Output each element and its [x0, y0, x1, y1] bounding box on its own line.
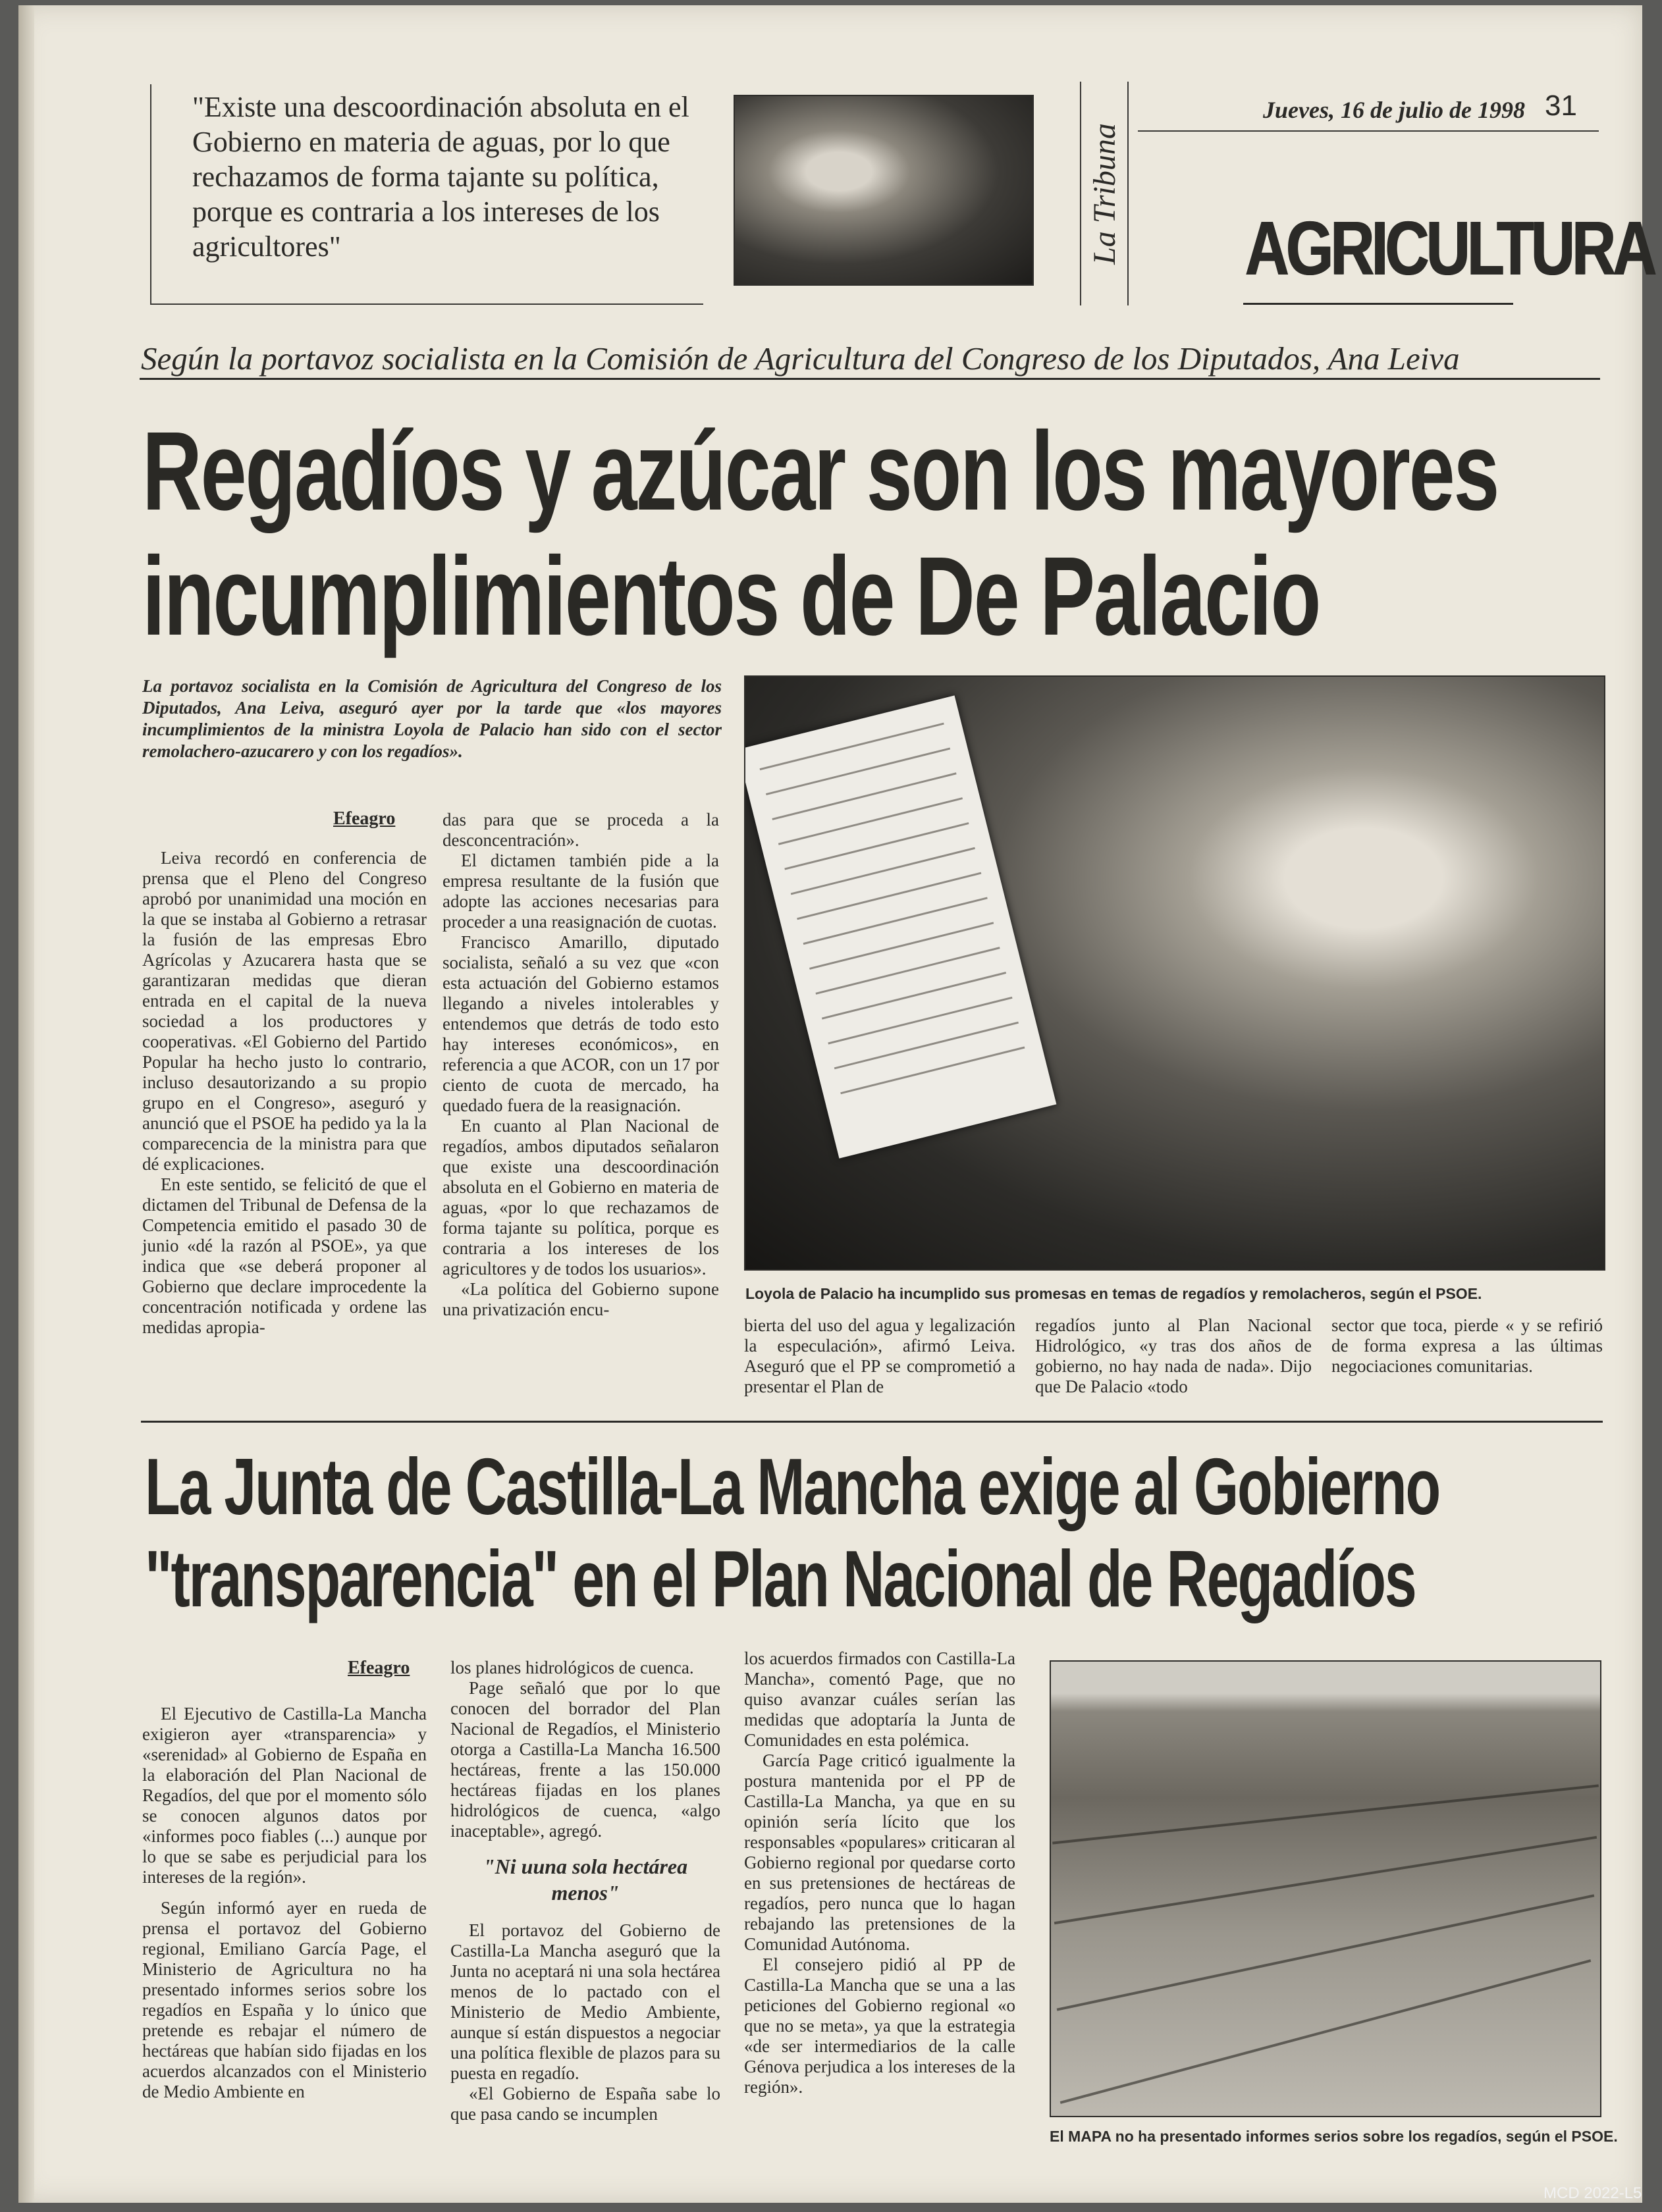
article1-headline-line2: incumplimientos de De Palacio [142, 534, 1320, 659]
article1-byline: Efeagro [333, 808, 396, 829]
article2-headline-line1: La Junta de Castilla-La Mancha exige al Gobierno [145, 1442, 1439, 1531]
paragraph: García Page criticó igualmente la postura mantenida por el PP de Castilla-La Mancha, ya que en su opinión sería lícito que los responsables «populares» criticaran al Gobierno regional por quedarse corto en sus pretensiones de hectáreas de regadíos, pero nunca que lo hagan rebajando las pretensiones de la Comunidad Autónoma. [744, 1751, 1015, 1954]
portrait-photo [734, 95, 1034, 286]
article1-column2 [442, 810, 719, 1320]
paragraph: «El Gobierno de España sabe lo que pasa cando se incumplen [450, 2084, 720, 2124]
paragraph: Francisco Amarillo, diputado socialista, señaló a su vez que «con esta actuación del Gobierno estamos llegando a niveles intolerables y entendemos que detrás de todo esto hay intereses económicos», en referencia a que ACOR, con un 17 por ciento de cuota de mercado, ha quedado fuera de la reasignación. [442, 932, 719, 1115]
article2-column3 [744, 1648, 1015, 2097]
article2-column2 [450, 1658, 720, 2124]
article2-photo-caption: El MAPA no ha presentado informes serios sobre los regadíos, según el PSOE. [1050, 2128, 1618, 2145]
section-title: AGRICULTURA [1245, 205, 1653, 291]
tribuna-text: La Tribuna [1086, 122, 1122, 265]
tribuna-label [1080, 82, 1129, 305]
article1-kicker: Según la portavoz socialista en la Comisión de Agricultura del Congreso de los Diputados, Ana Leiva [141, 340, 1460, 377]
paragraph: En cuanto al Plan Nacional de regadíos, ambos diputados señalaron que existe una descoordinación absoluta en el Gobierno en materia de aguas, «por lo que rechazamos de forma tajante su política, porque es contraria a los intereses de los agricultores y de todos los usuarios». [442, 1116, 719, 1278]
section-divider [141, 1421, 1603, 1423]
paragraph: El dictamen también pide a la empresa resultante de la fusión que adopte las acciones necesarias para proceder a una reasignación de cuotas. [442, 851, 719, 932]
article1-lede: La portavoz socialista en la Comisión de Agricultura del Congreso de los Diputados, Ana Leiva, aseguró ayer por la tarde que «los mayores incumplimientos de la ministra Loyola de Palacio han sido con el sector remolachero-azucarero y con los regadíos». [142, 676, 722, 761]
article1-photo-caption: Loyola de Palacio ha incumplido sus promesas en temas de regadíos y remolacheros, según el PSOE. [745, 1285, 1482, 1302]
page-number: 31 [1545, 90, 1577, 122]
page-binding [18, 5, 34, 2203]
paragraph: El Ejecutivo de Castilla-La Mancha exigieron ayer «transparencia» y «serenidad» al Gobierno de España en la elaboración del Plan Nacional de Regadíos, del que por el momento sólo se conocen algunos datos por «informes poco fiables (...) aunque por lo que se sabe es perjudicial para los intereses de la región». [142, 1704, 427, 1887]
article1-column1 [142, 848, 427, 1338]
paragraph: das para que se proceda a la desconcentración». [442, 810, 719, 850]
kicker-rule [140, 378, 1600, 380]
paragraph: los planes hidrológicos de cuenca. [450, 1658, 694, 1677]
section-rule [1243, 303, 1513, 305]
irrigated-field-photo [1050, 1660, 1601, 2117]
paragraph: Page señaló que por lo que conocen del borrador del Plan Nacional de Regadíos, el Ministerio otorga a Castilla-La Mancha 16.500 hectáreas, frente a las 150.000 hectáreas fijadas en los planes hidrológicos de cuenca, «algo inaceptable», agregó. [450, 1678, 720, 1841]
paragraph: El portavoz del Gobierno de Castilla-La Mancha aseguró que la Junta no aceptará ni una sola hectárea menos de lo pactado con el Ministerio de Medio Ambiente, aunque sí están dispuestos a negociar una política flexible de plazos para su puesta en regadío. [450, 1920, 720, 2083]
paragraph: El consejero pidió al PP de Castilla-La Mancha que se una a las peticiones del Gobierno regional «o que no se meta», ya que la estrategia «de ser intermediarios de la calle Génova perjudica a los intereses de la región». [744, 1955, 1015, 2097]
article1-headline-line1: Regadíos y azúcar son los mayores [142, 409, 1499, 534]
paragraph: Según informó ayer en rueda de prensa el portavoz del Gobierno regional, Emiliano García Page, el Ministerio de Agricultura no ha presentado informes serios sobre los regadíos en España y lo único que pretende es rebajar el número de hectáreas que habían sido fijadas en los acuerdos alcanzados con el Ministerio de Medio Ambiente en [142, 1898, 427, 2101]
pull-quote: "Existe una descoordinación absoluta en el Gobierno en materia de aguas, por lo que rechazamos de forma tajante su política, porque es contraria a los intereses de los agricultores" [150, 84, 703, 305]
article1-column5: sector que toca, pierde « y se refirió de forma expresa a las últimas negociaciones comunitarias. [1331, 1315, 1603, 1376]
article2-headline-line2: "transparencia" en el Plan Nacional de Regadíos [145, 1534, 1416, 1623]
article2-column1 [142, 1704, 427, 2102]
article2-subhead: "Ni uuna sola hectárea menos" [483, 1855, 688, 1905]
article2-byline: Efeagro [348, 1658, 410, 1678]
archive-tag: MCD 2022-L5 [1543, 2184, 1642, 2202]
paragraph: Leiva recordó en conferencia de prensa que el Pleno del Congreso aprobó por unanimidad una moción en la que se instaba al Gobierno a retrasar la fusión de las empresas Ebro Agrícolas y Azucarera hasta que se garantizaran medidas que dieran entrada en el capital de la nueva sociedad a los productores y cooperativas. «El Gobierno del Partido Popular ha hecho justo lo contrario, incluso desautorizando a su propio grupo en el Congreso», aseguró y anunció que el PSOE ha pedido ya la la comparecencia de la ministra para que dé explicaciones. [142, 848, 427, 1174]
document-sheet [744, 695, 1056, 1158]
article1-column4: regadíos junto al Plan Nacional Hidrológico, «y tras dos años de gobierno, no hay nada de nada». Dijo que De Palacio «todo [1035, 1315, 1312, 1396]
paragraph: «La política del Gobierno supone una privatización encu- [442, 1279, 719, 1319]
paragraph: En este sentido, se felicitó de que el dictamen del Tribunal de Defensa de la Competencia emitido el pasado 30 de junio «dé la razón al PSOE», ya que indica que «se deberá proponer al Gobierno que declare improcedente la concentración notificada y ordene las medidas apropia- [142, 1174, 427, 1337]
loyola-de-palacio-photo [744, 675, 1605, 1271]
date-rule [1138, 130, 1599, 132]
page-date: Jueves, 16 de julio de 1998 [1263, 97, 1525, 123]
newspaper-page [18, 5, 1653, 2203]
article1-column3: bierta del uso del agua y legalización la especulación», afirmó Leiva. Aseguró que el PP se comprometió a presentar el Plan de [744, 1315, 1015, 1396]
paragraph: los acuerdos firmados con Castilla-La Mancha», comentó Page, que no quiso avanzar cuáles serían las medidas que adoptaría la Junta de Comunidades en esta polémica. [744, 1648, 1015, 1750]
